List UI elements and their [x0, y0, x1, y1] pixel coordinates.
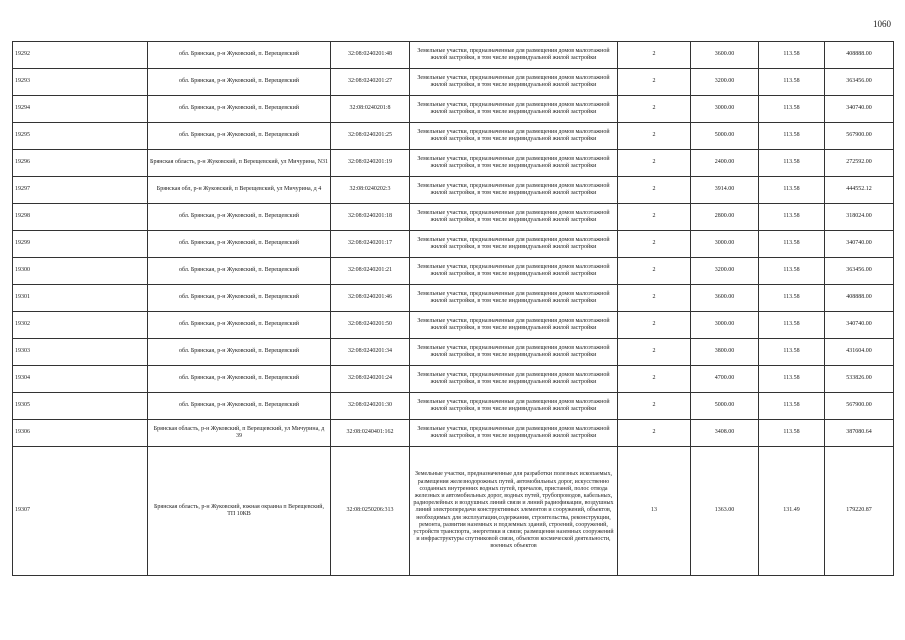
- table-row: [13, 393, 894, 420]
- area-cell: 4700.00: [691, 366, 759, 393]
- table-row: [13, 96, 894, 123]
- row-number-cell: 19299: [13, 231, 148, 258]
- address-cell: обл. Брянская, р-н Жуковский, п. Верещевский: [148, 258, 331, 285]
- address-cell: обл. Брянская, р-н Жуковский, п. Верещевский: [148, 285, 331, 312]
- land-use-purpose-cell: Земельные участки, предназначенные для размещения домов малоэтажной жилой застройки, в том числе индивидуальной жилой застройки: [410, 42, 618, 69]
- table-row: [13, 150, 894, 177]
- cadastral-number-cell: 32:08:0240201:24: [331, 366, 410, 393]
- land-use-purpose-cell: Земельные участки, предназначенные для размещения домов малоэтажной жилой застройки, в том числе индивидуальной жилой застройки: [410, 96, 618, 123]
- category-cell: 2: [618, 177, 691, 204]
- cadastral-number-cell: 32:08:0240201:17: [331, 231, 410, 258]
- unit-value-cell: 113.58: [759, 150, 825, 177]
- land-use-purpose-cell: Земельные участки, предназначенные для размещения домов малоэтажной жилой застройки, в том числе индивидуальной жилой застройки: [410, 177, 618, 204]
- cadastral-number-cell: 32:08:0240201:48: [331, 42, 410, 69]
- land-use-purpose-cell: Земельные участки, предназначенные для размещения домов малоэтажной жилой застройки, в том числе индивидуальной жилой застройки: [410, 366, 618, 393]
- cadastral-number-cell: 32:08:0240201:18: [331, 204, 410, 231]
- unit-value-cell: 113.58: [759, 393, 825, 420]
- category-cell: 2: [618, 123, 691, 150]
- area-cell: 5000.00: [691, 393, 759, 420]
- address-cell: обл. Брянская, р-н Жуковский, п. Верещевский: [148, 42, 331, 69]
- area-cell: 3800.00: [691, 339, 759, 366]
- table-row: [13, 69, 894, 96]
- row-number-cell: 19303: [13, 339, 148, 366]
- cadastral-value-cell: 444552.12: [825, 177, 894, 204]
- table-row: [13, 177, 894, 204]
- unit-value-cell: 113.58: [759, 312, 825, 339]
- row-number-cell: 19298: [13, 204, 148, 231]
- cadastral-number-cell: 32:08:0240201:21: [331, 258, 410, 285]
- address-cell: обл. Брянская, р-н Жуковский, п. Верещевский: [148, 204, 331, 231]
- land-use-purpose-cell: Земельные участки, предназначенные для размещения домов малоэтажной жилой застройки, в том числе индивидуальной жилой застройки: [410, 420, 618, 447]
- table-row: [13, 42, 894, 69]
- unit-value-cell: 113.58: [759, 339, 825, 366]
- row-number-cell: 19300: [13, 258, 148, 285]
- table-row: [13, 123, 894, 150]
- cadastral-number-cell: 32:08:0240201:27: [331, 69, 410, 96]
- unit-value-cell: 113.58: [759, 96, 825, 123]
- cadastral-value-cell: 340740.00: [825, 312, 894, 339]
- row-number-cell: 19293: [13, 69, 148, 96]
- row-number-cell: 19305: [13, 393, 148, 420]
- category-cell: 2: [618, 96, 691, 123]
- cadastral-value-cell: 567900.00: [825, 393, 894, 420]
- unit-value-cell: 113.58: [759, 258, 825, 285]
- cadastral-value-cell: 272592.00: [825, 150, 894, 177]
- land-use-purpose-cell: Земельные участки, предназначенные для размещения домов малоэтажной жилой застройки, в том числе индивидуальной жилой застройки: [410, 258, 618, 285]
- address-cell: обл. Брянская, р-н Жуковский, п. Верещевский: [148, 123, 331, 150]
- cadastral-value-cell: 363456.00: [825, 69, 894, 96]
- cadastral-value-cell: 318024.00: [825, 204, 894, 231]
- address-cell: обл. Брянская, р-н Жуковский, п. Верещевский: [148, 339, 331, 366]
- category-cell: 2: [618, 69, 691, 96]
- row-number-cell: 19296: [13, 150, 148, 177]
- cadastral-number-cell: 32:08:0240201:50: [331, 312, 410, 339]
- land-use-purpose-cell: Земельные участки, предназначенные для размещения домов малоэтажной жилой застройки, в том числе индивидуальной жилой застройки: [410, 339, 618, 366]
- cadastral-value-cell: 431604.00: [825, 339, 894, 366]
- category-cell: 2: [618, 339, 691, 366]
- land-use-purpose-cell: Земельные участки, предназначенные для размещения домов малоэтажной жилой застройки, в том числе индивидуальной жилой застройки: [410, 231, 618, 258]
- unit-value-cell: 113.58: [759, 420, 825, 447]
- unit-value-cell: 113.58: [759, 123, 825, 150]
- category-cell: 2: [618, 204, 691, 231]
- cadastral-number-cell: 32:08:0240202:3: [331, 177, 410, 204]
- area-cell: 3914.00: [691, 177, 759, 204]
- table-row: [13, 339, 894, 366]
- row-number-cell: 19302: [13, 312, 148, 339]
- category-cell: 2: [618, 312, 691, 339]
- land-use-purpose-cell: Земельные участки, предназначенные для размещения домов малоэтажной жилой застройки, в том числе индивидуальной жилой застройки: [410, 285, 618, 312]
- table-row: [13, 204, 894, 231]
- cadastral-number-cell: 32:08:0250206:313: [331, 447, 410, 576]
- cadastral-number-cell: 32:08:0240201:8: [331, 96, 410, 123]
- unit-value-cell: 113.58: [759, 42, 825, 69]
- land-use-purpose-cell: Земельные участки, предназначенные для размещения домов малоэтажной жилой застройки, в том числе индивидуальной жилой застройки: [410, 312, 618, 339]
- table-row: [13, 366, 894, 393]
- category-cell: 2: [618, 366, 691, 393]
- row-number-cell: 19295: [13, 123, 148, 150]
- area-cell: 5000.00: [691, 123, 759, 150]
- land-use-purpose-cell: Земельные участки, предназначенные для размещения домов малоэтажной жилой застройки, в том числе индивидуальной жилой застройки: [410, 69, 618, 96]
- registry-table: [12, 41, 894, 576]
- row-number-cell: 19301: [13, 285, 148, 312]
- table-row: [13, 258, 894, 285]
- area-cell: 3000.00: [691, 231, 759, 258]
- table-row: [13, 285, 894, 312]
- category-cell: 13: [618, 447, 691, 576]
- land-use-purpose-cell: Земельные участки, предназначенные для разработки полезных ископаемых, размещения железнодорожных путей, автомобильных дорог, искусственно созданных внутренних водных путей, причалов, пристаней, полос отвода железных и автомобильных дорог, водных путей, трубопроводов, кабельных, радиорелейных и воздушных линий связи и линий радиофикации, воздушных линий электропередачи конструктивных элементов и сооружений, объектов, необходимых для эксплуатации,содержания, строительства, реконструкции, ремонта, развития наземных и подземных зданий, строений, сооружений, устройств транспорта, энергетики и связи; размещения наземных сооружений и инфраструктуры спутниковой связи, объектов космической деятельности, военных объектов: [410, 447, 618, 576]
- row-number-cell: 19307: [13, 447, 148, 576]
- cadastral-number-cell: 32:08:0240401:162: [331, 420, 410, 447]
- address-cell: обл. Брянская, р-н Жуковский, п. Верещевский: [148, 231, 331, 258]
- address-cell: Брянская обл, р-н Жуковский, п Верещевский, ул Мичурина, д 4: [148, 177, 331, 204]
- unit-value-cell: 113.58: [759, 285, 825, 312]
- area-cell: 3408.00: [691, 420, 759, 447]
- unit-value-cell: 113.58: [759, 177, 825, 204]
- land-use-purpose-cell: Земельные участки, предназначенные для размещения домов малоэтажной жилой застройки, в том числе индивидуальной жилой застройки: [410, 150, 618, 177]
- area-cell: 1363.00: [691, 447, 759, 576]
- address-cell: Брянская область, р-н Жуковский, южная окраина п Верещевский, ТП 10КВ: [148, 447, 331, 576]
- category-cell: 2: [618, 420, 691, 447]
- cadastral-value-cell: 533826.00: [825, 366, 894, 393]
- area-cell: 3000.00: [691, 96, 759, 123]
- unit-value-cell: 113.58: [759, 204, 825, 231]
- address-cell: обл. Брянская, р-н Жуковский, п. Верещевский: [148, 312, 331, 339]
- cadastral-value-cell: 363456.00: [825, 258, 894, 285]
- cadastral-number-cell: 32:08:0240201:34: [331, 339, 410, 366]
- row-number-cell: 19297: [13, 177, 148, 204]
- area-cell: 3200.00: [691, 69, 759, 96]
- category-cell: 2: [618, 258, 691, 285]
- page-number: 1060: [873, 19, 891, 29]
- area-cell: 2400.00: [691, 150, 759, 177]
- land-use-purpose-cell: Земельные участки, предназначенные для размещения домов малоэтажной жилой застройки, в том числе индивидуальной жилой застройки: [410, 393, 618, 420]
- cadastral-value-cell: 567900.00: [825, 123, 894, 150]
- area-cell: 2800.00: [691, 204, 759, 231]
- land-use-purpose-cell: Земельные участки, предназначенные для размещения домов малоэтажной жилой застройки, в том числе индивидуальной жилой застройки: [410, 204, 618, 231]
- cadastral-value-cell: 340740.00: [825, 231, 894, 258]
- category-cell: 2: [618, 231, 691, 258]
- area-cell: 3200.00: [691, 258, 759, 285]
- category-cell: 2: [618, 42, 691, 69]
- area-cell: 3600.00: [691, 42, 759, 69]
- cadastral-value-cell: 179220.87: [825, 447, 894, 576]
- address-cell: обл. Брянская, р-н Жуковский, п. Верещевский: [148, 393, 331, 420]
- address-cell: обл. Брянская, р-н Жуковский, п. Верещевский: [148, 69, 331, 96]
- cadastral-value-cell: 340740.00: [825, 96, 894, 123]
- cadastral-number-cell: 32:08:0240201:19: [331, 150, 410, 177]
- row-number-cell: 19294: [13, 96, 148, 123]
- cadastral-number-cell: 32:08:0240201:25: [331, 123, 410, 150]
- table-row: [13, 312, 894, 339]
- area-cell: 3600.00: [691, 285, 759, 312]
- table-body: [13, 42, 894, 576]
- unit-value-cell: 113.58: [759, 366, 825, 393]
- cadastral-value-cell: 408888.00: [825, 285, 894, 312]
- unit-value-cell: 131.49: [759, 447, 825, 576]
- address-cell: Брянская область, р-н Жуковский, п Верещевский, ул Мичурина, д 39: [148, 420, 331, 447]
- category-cell: 2: [618, 285, 691, 312]
- row-number-cell: 19306: [13, 420, 148, 447]
- address-cell: Брянская область, р-н Жуковский, п Верещевский, ул Мичурина, N31: [148, 150, 331, 177]
- cadastral-number-cell: 32:08:0240201:46: [331, 285, 410, 312]
- category-cell: 2: [618, 150, 691, 177]
- area-cell: 3000.00: [691, 312, 759, 339]
- table-row: [13, 420, 894, 447]
- table-row: [13, 447, 894, 576]
- land-use-purpose-cell: Земельные участки, предназначенные для размещения домов малоэтажной жилой застройки, в том числе индивидуальной жилой застройки: [410, 123, 618, 150]
- table-row: [13, 231, 894, 258]
- unit-value-cell: 113.58: [759, 69, 825, 96]
- address-cell: обл. Брянская, р-н Жуковский, п. Верещевский: [148, 96, 331, 123]
- category-cell: 2: [618, 393, 691, 420]
- row-number-cell: 19292: [13, 42, 148, 69]
- address-cell: обл. Брянская, р-н Жуковский, п. Верещевский: [148, 366, 331, 393]
- cadastral-value-cell: 408888.00: [825, 42, 894, 69]
- cadastral-number-cell: 32:08:0240201:30: [331, 393, 410, 420]
- unit-value-cell: 113.58: [759, 231, 825, 258]
- cadastral-value-cell: 387080.64: [825, 420, 894, 447]
- row-number-cell: 19304: [13, 366, 148, 393]
